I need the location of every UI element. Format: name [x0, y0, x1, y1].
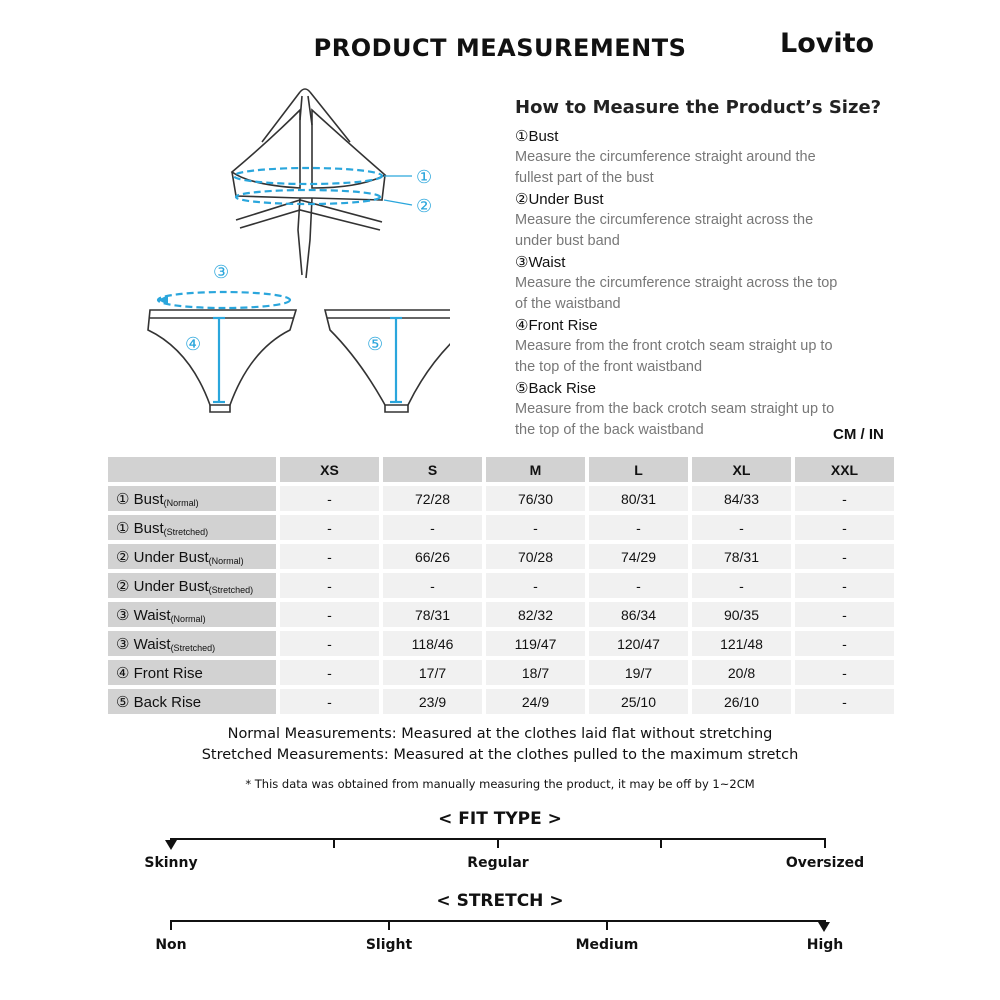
howto-label-bust: ①Bust	[515, 128, 559, 145]
table-cell: -	[280, 602, 379, 627]
table-cell: -	[589, 573, 688, 598]
table-cell: -	[383, 573, 482, 598]
row-label: ① Bust	[116, 490, 164, 508]
howto-title: How to Measure the Product’s Size?	[515, 97, 882, 118]
garment-measurement-diagram	[120, 80, 450, 420]
table-cell: -	[692, 515, 791, 540]
table-cell: -	[383, 515, 482, 540]
howto-desc-line: of the waistband	[515, 296, 621, 312]
stretch-label-slight: Slight	[365, 937, 413, 953]
table-corner	[108, 457, 276, 482]
table-cell: -	[280, 660, 379, 685]
column-header-xxl: XXL	[795, 457, 894, 482]
bikini-bottom-back-drawing	[325, 310, 450, 412]
stretch-tick	[388, 920, 390, 930]
column-header-xs: XS	[280, 457, 379, 482]
table-cell: 24/9	[486, 689, 585, 714]
stretch-selected-marker	[818, 922, 830, 932]
table-row	[108, 689, 894, 714]
table-cell: 120/47	[589, 631, 688, 656]
table-cell: -	[486, 573, 585, 598]
howto-label-waist: ③Waist	[515, 254, 566, 271]
row-sublabel: (Stretched)	[208, 584, 254, 595]
table-cell: -	[589, 515, 688, 540]
table-cell: -	[795, 660, 894, 685]
fit-type-tick	[660, 838, 662, 848]
howto-desc-back-rise	[515, 399, 860, 441]
howto-desc-line: Measure from the back crotch seam straight up to	[515, 401, 835, 417]
table-cell: -	[795, 602, 894, 627]
stretch-label-high: High	[806, 937, 844, 953]
table-cell: -	[795, 544, 894, 569]
row-header	[108, 573, 276, 598]
howto-desc-line: fullest part of the bust	[515, 170, 654, 186]
table-cell: 25/10	[589, 689, 688, 714]
howto-desc-waist	[515, 273, 860, 315]
stretch-label-medium: Medium	[575, 937, 639, 953]
row-sublabel: (Normal)	[208, 555, 244, 566]
table-cell: 17/7	[383, 660, 482, 685]
table-cell: 80/31	[589, 486, 688, 511]
table-row	[108, 602, 894, 627]
howto-label-back-rise: ⑤Back Rise	[515, 380, 596, 397]
fit-type-title: < FIT TYPE >	[438, 809, 562, 829]
row-sublabel: (Stretched)	[163, 526, 209, 537]
row-sublabel: (Normal)	[163, 497, 199, 508]
fit-type-tick	[497, 838, 499, 848]
row-header	[108, 660, 276, 685]
size-table	[104, 453, 898, 718]
table-cell: -	[280, 544, 379, 569]
row-label: ④ Front Rise	[116, 664, 203, 682]
row-label: ⑤ Back Rise	[116, 693, 202, 711]
table-cell: -	[486, 515, 585, 540]
howto-desc-front-rise	[515, 336, 860, 378]
brand-logo: Lovito	[780, 28, 875, 59]
howto-desc-under-bust	[515, 210, 860, 252]
table-cell: 82/32	[486, 602, 585, 627]
table-cell: -	[795, 515, 894, 540]
row-sublabel: (Stretched)	[170, 642, 216, 653]
stretch-tick	[170, 920, 172, 930]
bikini-top-drawing	[232, 89, 385, 278]
top-marker-leaders	[384, 176, 412, 205]
marker-4: ④	[185, 334, 202, 355]
table-cell: 90/35	[692, 602, 791, 627]
table-cell: -	[795, 631, 894, 656]
stretch-tick	[606, 920, 608, 930]
table-cell: 76/30	[486, 486, 585, 511]
table-header-row	[108, 457, 894, 482]
table-cell: 18/7	[486, 660, 585, 685]
marker-2: ②	[416, 196, 433, 217]
table-cell: 19/7	[589, 660, 688, 685]
table-cell: 72/28	[383, 486, 482, 511]
table-cell: 20/8	[692, 660, 791, 685]
table-cell: 121/48	[692, 631, 791, 656]
fit-type-label-oversized: Oversized	[785, 855, 865, 871]
table-cell: 84/33	[692, 486, 791, 511]
table-cell: -	[692, 573, 791, 598]
table-row	[108, 631, 894, 656]
column-header-s: S	[383, 457, 482, 482]
table-cell: 70/28	[486, 544, 585, 569]
row-label: ① Bust	[116, 519, 164, 537]
row-header	[108, 544, 276, 569]
howto-desc-line: under bust band	[515, 233, 620, 249]
unit-label: CM / IN	[833, 426, 884, 443]
howto-label-under-bust: ②Under Bust	[515, 191, 604, 208]
fit-type-tick	[333, 838, 335, 848]
table-row	[108, 660, 894, 685]
howto-label-front-rise: ④Front Rise	[515, 317, 598, 334]
row-header	[108, 631, 276, 656]
marker-5: ⑤	[367, 334, 384, 355]
howto-desc-line: Measure the circumference straight across the top	[515, 275, 838, 291]
table-cell: -	[795, 573, 894, 598]
table-cell: -	[280, 486, 379, 511]
note-stretched: Stretched Measurements: Measured at the clothes pulled to the maximum stretch	[201, 747, 799, 763]
table-cell: 86/34	[589, 602, 688, 627]
table-cell: -	[280, 689, 379, 714]
table-cell: -	[795, 486, 894, 511]
row-header	[108, 515, 276, 540]
note-disclaimer: * This data was obtained from manually measuring the product, it may be off by 1~2CM	[245, 777, 755, 791]
marker-3: ③	[213, 262, 230, 283]
marker-1: ①	[416, 167, 433, 188]
row-header	[108, 689, 276, 714]
fit-type-tick	[824, 838, 826, 848]
stretch-scale-line	[170, 920, 826, 922]
table-cell: 26/10	[692, 689, 791, 714]
howto-desc-line: the top of the back waistband	[515, 422, 704, 438]
fit-type-label-regular: Regular	[467, 855, 529, 871]
table-cell: 23/9	[383, 689, 482, 714]
column-header-l: L	[589, 457, 688, 482]
stretch-title: < STRETCH >	[436, 891, 564, 911]
table-cell: -	[280, 631, 379, 656]
table-cell: -	[795, 689, 894, 714]
howto-desc-line: the top of the front waistband	[515, 359, 703, 375]
row-label: ② Under Bust	[116, 548, 209, 566]
row-header	[108, 486, 276, 511]
row-label: ② Under Bust	[116, 577, 209, 595]
table-row	[108, 486, 894, 511]
row-header	[108, 602, 276, 627]
howto-desc-bust	[515, 147, 860, 189]
row-label: ③ Waist	[116, 635, 171, 653]
table-row	[108, 573, 894, 598]
table-cell: 66/26	[383, 544, 482, 569]
howto-desc-line: Measure the circumference straight around the	[515, 149, 816, 165]
table-row	[108, 544, 894, 569]
note-normal: Normal Measurements: Measured at the clothes laid flat without stretching	[227, 726, 773, 742]
page-title: PRODUCT MEASUREMENTS	[313, 34, 687, 62]
column-header-m: M	[486, 457, 585, 482]
table-cell: -	[280, 573, 379, 598]
table-row	[108, 515, 894, 540]
fit-type-label-skinny: Skinny	[144, 855, 198, 871]
fit-type-selected-marker	[165, 840, 177, 850]
table-cell: 118/46	[383, 631, 482, 656]
bikini-bottom-front-drawing	[148, 310, 296, 412]
table-cell: 78/31	[383, 602, 482, 627]
howto-desc-line: Measure the circumference straight across the	[515, 212, 814, 228]
row-sublabel: (Normal)	[170, 613, 206, 624]
stretch-label-non: Non	[155, 937, 187, 953]
column-header-xl: XL	[692, 457, 791, 482]
howto-desc-line: Measure from the front crotch seam straight up to	[515, 338, 833, 354]
row-label: ③ Waist	[116, 606, 171, 624]
table-cell: 78/31	[692, 544, 791, 569]
table-cell: 119/47	[486, 631, 585, 656]
table-cell: -	[280, 515, 379, 540]
table-cell: 74/29	[589, 544, 688, 569]
